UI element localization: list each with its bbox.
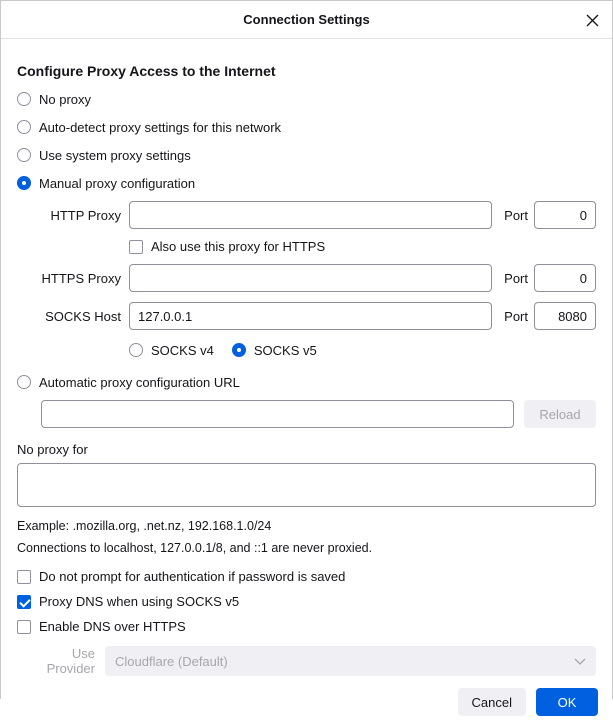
dialog-titlebar: [1, 1, 612, 39]
radio-label: SOCKS v5: [253, 342, 317, 358]
radio-label: Auto-detect proxy settings for this network: [39, 119, 282, 135]
radio-indicator: [17, 375, 31, 389]
radio-label: Automatic proxy configuration URL: [39, 374, 240, 390]
use-provider-label: Use Provider: [46, 646, 95, 676]
radio-indicator: [17, 176, 31, 190]
https-proxy-input[interactable]: [129, 264, 492, 292]
radio-indicator: [129, 343, 143, 357]
provider-selected-value: Cloudflare (Default): [115, 653, 228, 669]
also-use-https-checkbox[interactable]: [17, 239, 596, 254]
ok-button[interactable]: OK: [536, 688, 598, 716]
dialog-content: [1, 39, 612, 676]
radio-socks-v4[interactable]: [129, 340, 214, 360]
no-proxy-example-text: Example: .mozilla.org, .net.nz, 192.168.1.0/24: [17, 519, 272, 533]
checkbox-indicator: [129, 240, 143, 254]
close-icon: [586, 14, 599, 27]
http-proxy-input[interactable]: [129, 201, 492, 229]
no-proxy-for-label: No proxy for: [17, 442, 88, 457]
radio-indicator: [17, 92, 31, 106]
localhost-hint-text: Connections to localhost, 127.0.0.1/8, and ::1 are never proxied.: [17, 541, 373, 555]
socks-host-label: SOCKS Host: [45, 308, 121, 324]
https-port-input[interactable]: [534, 264, 596, 292]
socks-host-row: [17, 302, 596, 330]
radio-system-proxy[interactable]: [17, 145, 596, 165]
https-proxy-label: HTTPS Proxy: [41, 270, 121, 286]
checkbox-label: Enable DNS over HTTPS: [39, 619, 186, 634]
no-proxy-for-textarea[interactable]: [17, 463, 596, 507]
socks-host-input[interactable]: [129, 302, 492, 330]
pac-url-input[interactable]: [41, 400, 514, 428]
chevron-down-icon: [574, 654, 586, 669]
pac-url-row: [17, 400, 596, 428]
checkbox-label: Proxy DNS when using SOCKS v5: [39, 594, 240, 609]
provider-select[interactable]: [105, 646, 596, 676]
http-port-label: Port: [504, 207, 528, 223]
socks-port-label: Port: [504, 308, 528, 324]
radio-indicator: [17, 120, 31, 134]
reload-button[interactable]: Reload: [524, 400, 596, 428]
radio-socks-v5[interactable]: [232, 340, 317, 360]
checkbox-enable-doh[interactable]: [17, 619, 596, 634]
http-proxy-label: HTTP Proxy: [50, 207, 121, 223]
radio-no-proxy[interactable]: [17, 89, 596, 109]
radio-label: Use system proxy settings: [39, 147, 191, 163]
radio-auto-detect-proxy[interactable]: [17, 117, 596, 137]
close-button[interactable]: [580, 8, 604, 32]
radio-label: No proxy: [39, 91, 92, 107]
socks-port-input[interactable]: [534, 302, 596, 330]
checkbox-indicator: [17, 620, 31, 634]
radio-indicator: [232, 343, 246, 357]
http-proxy-row: [17, 201, 596, 229]
checkbox-no-auth-prompt[interactable]: [17, 569, 596, 584]
radio-label: SOCKS v4: [151, 342, 214, 358]
https-port-label: Port: [504, 270, 528, 286]
http-port-input[interactable]: [534, 201, 596, 229]
radio-label: Manual proxy configuration: [39, 175, 196, 191]
radio-indicator: [17, 148, 31, 162]
radio-automatic-pac[interactable]: [17, 372, 596, 392]
checkbox-label: Also use this proxy for HTTPS: [151, 239, 326, 254]
radio-manual-proxy[interactable]: [17, 173, 596, 193]
checkbox-indicator: [17, 570, 31, 584]
socks-version-group: [17, 340, 596, 360]
page-title: Configure Proxy Access to the Internet: [17, 63, 276, 79]
checkbox-label: Do not prompt for authentication if password is saved: [39, 569, 346, 584]
dialog-footer: [1, 676, 612, 728]
checkbox-proxy-dns-socks5[interactable]: [17, 594, 596, 609]
dialog-title: Connection Settings: [243, 12, 370, 27]
checkbox-indicator: [17, 595, 31, 609]
https-proxy-row: [17, 264, 596, 292]
cancel-button[interactable]: Cancel: [458, 688, 526, 716]
provider-row: [17, 646, 596, 676]
